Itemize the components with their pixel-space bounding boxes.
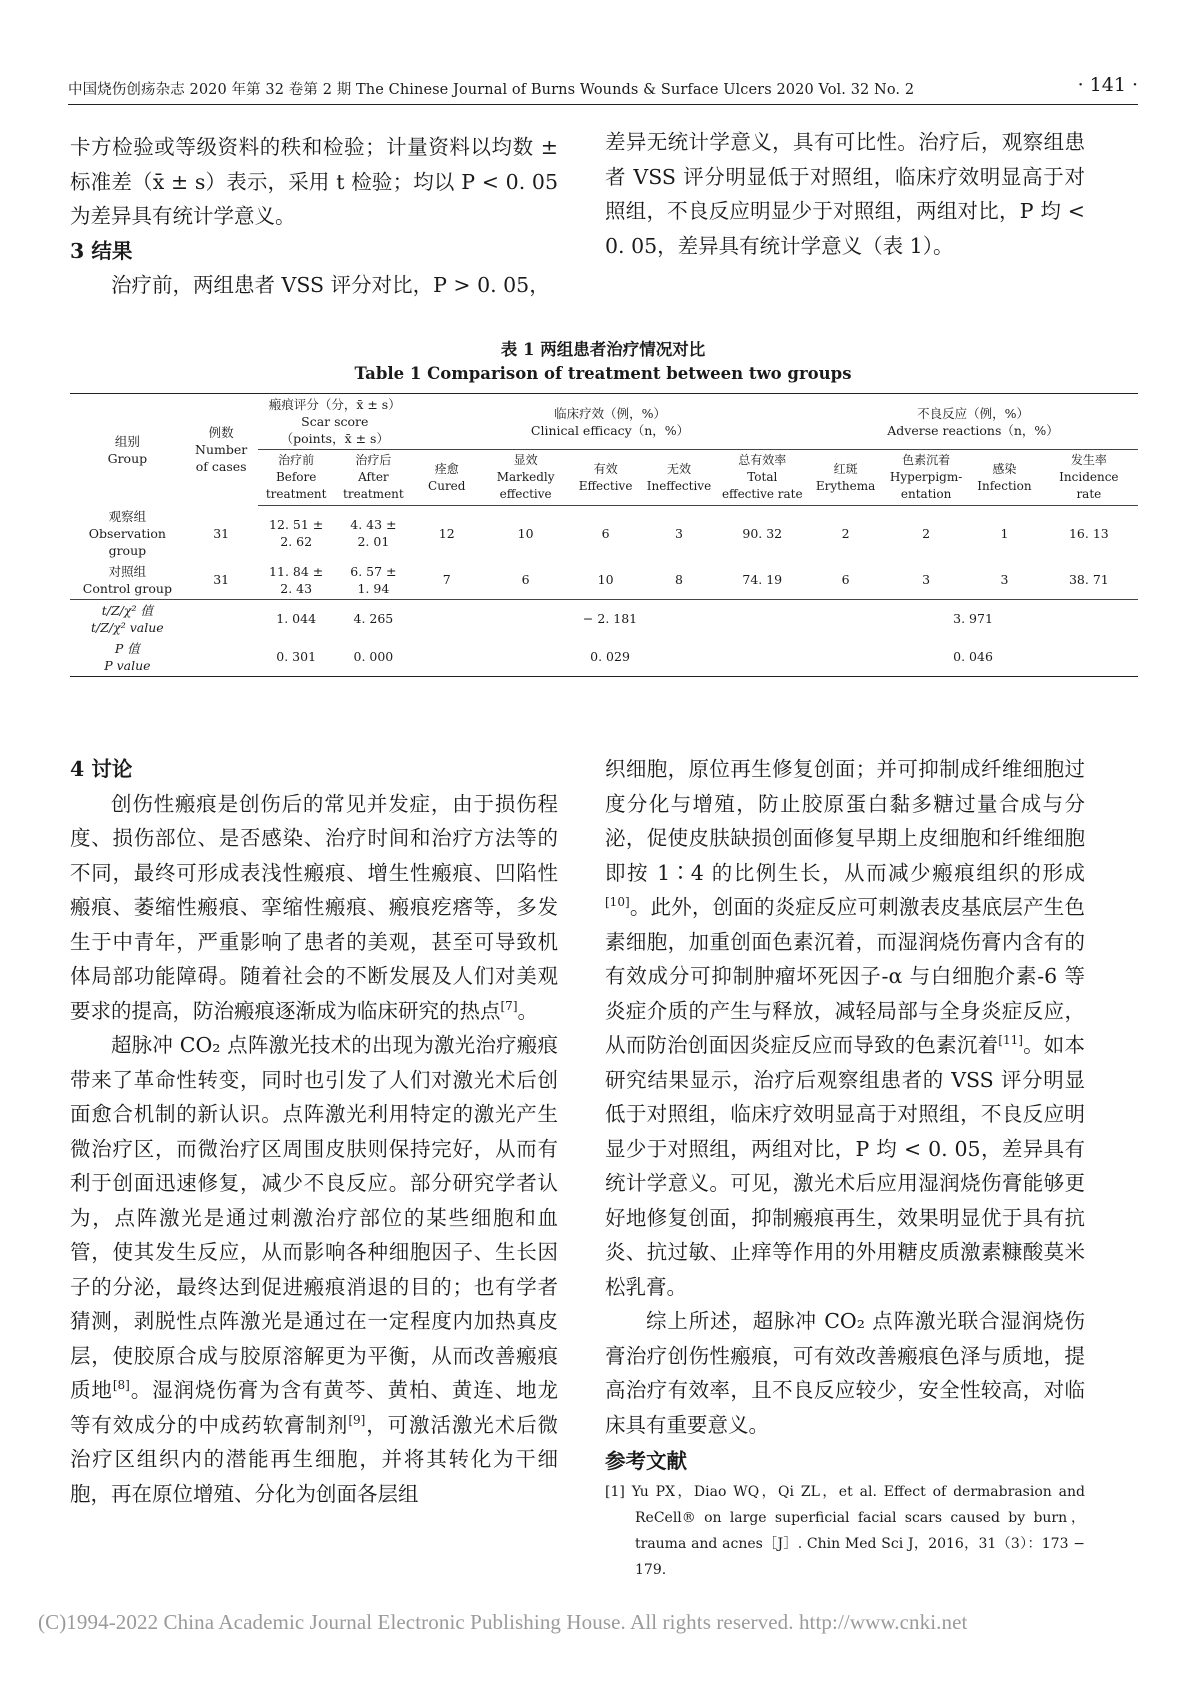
table-caption-cn: 表 1 两组患者治疗情况对比 — [500, 340, 706, 359]
subheader-hyperpigmentation: 色素沉着 Hyperpigm- entation — [883, 450, 969, 506]
header-cases: 例数 Number of cases — [185, 394, 258, 506]
subheader-total-effective-rate: 总有效率 Total effective rate — [716, 450, 808, 506]
table-row-statistic: t/Z/χ² 值 t/Z/χ² value 1. 044 4. 265 − 2. 181 3. 971 — [91, 602, 993, 635]
results-paragraph-start: 治疗前，两组患者 VSS 评分对比，P > 0. 05， — [111, 273, 550, 297]
table-row-p-value: P 值 P value 0. 301 0. 000 0. 029 0. 046 — [70, 638, 1138, 677]
table-row: 观察组 Observation group 31 12. 51 ± 2. 62 4. 43 ± 2. 01 12 10 6 3 90. 32 2 2 1 16. 13 — [88, 508, 1109, 558]
citation: [9] — [348, 1412, 366, 1427]
discussion-paragraph-3: 综上所述，超脉冲 CO₂ 点阵激光联合湿润烧伤膏治疗创伤性瘢痕，可有效改善瘢痕色泽与质地，提高治疗有效率，且不良反应较少，安全性较高，对临床具有重要意义。 — [605, 1309, 1085, 1437]
journal-citation-header: 中国烧伤创疡杂志 2020 年第 32 卷第 2 期 The Chinese Journal of Burns Wounds & Surface Ulcers 2020 Vol. 32 No. 2 — [68, 82, 915, 98]
header-clinical-efficacy: 临床疗效（例，%） Clinical efficacy（n，%） — [412, 394, 808, 450]
subheader-erythema: 红斑 Erythema — [808, 450, 883, 506]
discussion-paragraph-2: 超脉冲 CO₂ 点阵激光技术的出现为激光治疗瘢痕带来了革命性转变，同时也引发了人们对激光术后创面愈合机制的新认识。点阵激光利用特定的激光产生微治疗区，而微治疗区周围皮肤则保持完好，从而有利于创面迅速修复，减少不良反应。部分研究学者认为，点阵激光是通过刺激治疗部位的某些细胞和血管，使其发生反应，从而影响各种细胞因子、生长因子的分泌，最终达到促进瘢痕消退的目的；也有学者猜测，剥脱性点阵激光是通过在一定程度内加热真皮层，使胶原合成与胶原溶解更为平衡，从而改善瘢痕质地[8]。湿润烧伤膏为含有黄芩、黄柏、黄连、地龙等有效成分的中成药软膏制剂[9]，可激活激光术后微治疗区组织内的潜能再生细胞，并将其转化为干细胞，再在原位增殖、分化为创面各层组 — [70, 1033, 559, 1506]
citation: [7] — [500, 998, 518, 1013]
header-adverse-reactions: 不良反应（例，%） Adverse reactions（n，%） — [808, 394, 1138, 450]
subheader-after: 治疗后 After treatment — [335, 450, 412, 506]
subheader-cured: 痊愈 Cured — [412, 450, 482, 506]
subheader-before: 治疗前 Before treatment — [258, 450, 335, 506]
page-number: · 141 · — [1077, 74, 1138, 96]
citation: [8] — [112, 1378, 130, 1392]
right-column-top — [605, 125, 1085, 263]
right-column-bottom — [605, 752, 1085, 1583]
subheader-effective: 有效 Effective — [570, 450, 642, 506]
table-caption-en: Table 1 Comparison of treatment between two groups — [354, 364, 852, 383]
header-rule — [68, 104, 1138, 105]
copyright-footer: (C)1994-2022 China Academic Journal Electronic Publishing House. All rights reserved. http://www.cnki.net — [38, 1610, 968, 1634]
references-title: 参考文献 — [605, 1449, 687, 1473]
header-group: 组别 Group — [70, 394, 185, 506]
section-3-title: 3 结果 — [70, 238, 133, 263]
left-column-bottom — [70, 752, 558, 1511]
methods-statistics-paragraph: 卡方检验或等级资料的秩和检验；计量资料以均数 ± 标准差（x̄ ± s）表示，采用 t 检验；均以 P < 0. 05 为差异具有统计学意义。 — [70, 135, 558, 228]
discussion-paragraph-2-cont: 织细胞，原位再生修复创面；并可抑制成纤维细胞过度分化与增殖，防止胶原蛋白黏多糖过量合成与分泌，促使皮肤缺损创面修复早期上皮细胞和纤维细胞即按 1∶4 的比例生长，从而减少瘢痕组织的形成[10]。此外，创面的炎症反应可刺激表皮基底层产生色素细胞，加重创面色素沉着，而湿润烧伤膏内含有的有效成分可抑制肿瘤坏死因子-α 与白细胞介素-6 等炎症介质的产生与释放，减轻局部与全身炎症反应，从而防治创面因炎症反应而导致的色素沉着[11]。如本研究结果显示，治疗后观察组患者的 VSS 评分明显低于对照组，临床疗效明显高于对照组，不良反应明显少于对照组，两组对比，P 均 < 0. 05，差异具有统计学意义。可见，激光术后应用湿润烧伤膏能够更好地修复创面，抑制瘢痕再生，效果明显优于具有抗炎、抗过敏、止痒等作用的外用糖皮质激素糠酸莫米松乳膏。 — [605, 757, 1086, 1299]
left-column-top — [70, 130, 558, 303]
citation: [11] — [998, 1033, 1023, 1047]
subheader-ineffective: 无效 Ineffective — [641, 450, 716, 506]
results-paragraph-end: 差异无统计学意义，具有可比性。治疗后，观察组患者 VSS 评分明显低于对照组，临床疗效明显高于对照组，不良反应明显少于对照组，两组对比，P 均 < 0. 05，差异具有统计学意义（表 1）。 — [605, 130, 1085, 258]
table-1 — [70, 393, 1138, 677]
header-scar-score: 瘢痕评分（分，x̄ ± s） Scar score （points，x̄ ± s） — [258, 394, 412, 450]
table-row: 对照组 Control group 31 11. 84 ± 2. 43 6. 57 ± 1. 94 7 6 10 8 74. 19 6 3 3 38. 71 — [70, 561, 1138, 600]
section-4-title: 4 讨论 — [70, 757, 133, 781]
discussion-paragraph-1: 创伤性瘢痕是创伤后的常见并发症，由于损伤程度、损伤部位、是否感染、治疗时间和治疗方法等的不同，最终可形成表浅性瘢痕、增生性瘢痕、凹陷性瘢痕、萎缩性瘢痕、挛缩性瘢痕、瘢痕疙瘩等，多发生于中青年，严重影响了患者的美观，甚至可导致机体局部功能障碍。随着社会的不断发展及人们对美观要求的提高，防治瘢痕逐渐成为临床研究的热点[7]。 — [70, 791, 558, 1023]
subheader-incidence-rate: 发生率 Incidence rate — [1040, 450, 1138, 506]
reference-1: [1] Yu PX，Diao WQ，Qi ZL，et al. Effect of dermabrasion and ReCell® on large superficial facial scars caused by burn，trauma and acnes［J］. Chin Med Sci J，2016，31（3）：173 − 179. — [605, 1483, 1085, 1578]
subheader-markedly-effective: 显效 Markedly effective — [482, 450, 570, 506]
subheader-infection: 感染 Infection — [969, 450, 1040, 506]
citation: [10] — [605, 895, 630, 909]
